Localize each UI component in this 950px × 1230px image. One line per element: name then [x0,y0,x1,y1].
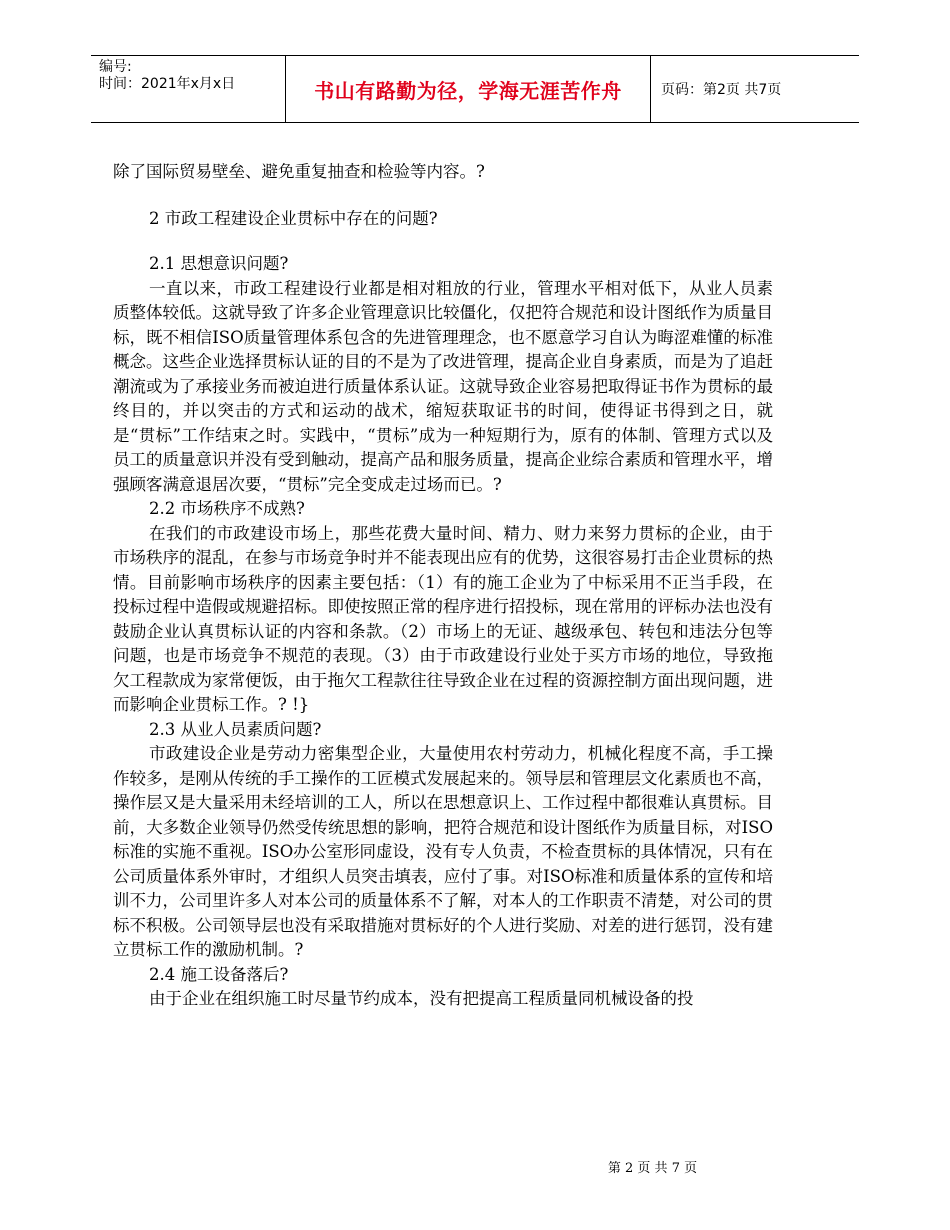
header-page-info: 页码：第2页 共7页 [661,82,782,98]
time-label: 时间：2021年x月x日 [99,76,236,92]
page-footer: 第 2 页 共 7 页 [607,1161,698,1176]
header-meta [91,56,286,122]
number-label: 编号: [99,59,132,75]
paragraph-2-1: 一直以来，市政工程建设行业都是相对粗放的行业，管理水平相对低下，从业人员素质整体较低。这就导致了许多企业管理意识比较僵化，仅把符合规范和设计图纸作为质量目标，既不相信ISO质量管理体系包含的先进管理理念，也不愿意学习自认为晦涩难懂的标准概念。这些企业选择贯标认证的目的不是为了改进管理，提高企业自身素质，而是为了追赶潮流或为了承接业务而被迫进行质量体系认证。这就导致企业容易把取得证书作为贯标的最终目的，并以突击的方式和运动的战术，缩短获取证书的时间，使得证书得到之日，就是“贯标”工作结束之时。实践中，“贯标”成为一种短期行为，原有的体制、管理方式以及员工的质量意识并没有受到触动，提高产品和服务质量，提高企业综合素质和管理水平，增强顾客满意退居次要，“贯标”完全变成走过场而已。? [113,278,773,494]
page-header [91,55,859,123]
paragraph-2-3: 市政建设企业是劳动力密集型企业，大量使用农村劳动力，机械化程度不高，手工操作较多，是刚从传统的手工操作的工匠模式发展起来的。领导层和管理层文化素质也不高，操作层又是大量采用未经培训的工人，所以在思想意识上、工作过程中都很难认真贯标。目前，大多数企业领导仍然受传统思想的影响，把符合规范和设计图纸作为质量目标，对ISO标准的实施不重视。ISO办公室形同虚设，没有专人负责，不检查贯标的具体情况，只有在公司质量体系外审时，才组织人员突击填表，应付了事。对ISO标准和质量体系的宣传和培训不力，公司里许多人对本公司的质量体系不了解，对本人的工作职责不清楚，对公司的贯标不积极。公司领导层也没有采取措施对贯标好的个人进行奖励、对差的进行惩罚，没有建立贯标工作的激励机制。? [113,744,773,959]
paragraph-intro: 除了国际贸易壁垒、避免重复抽查和检验等内容。? [113,162,485,181]
document-body [113,160,773,1012]
paragraph-2-2: 在我们的市政建设市场上，那些花费大量时间、精力、财力来努力贯标的企业，由于市场秩序的混乱，在参与市场竞争时并不能表现出应有的优势，这很容易打击企业贯标的热情。目前影响市场秩序的因素主要包括：（1）有的施工企业为了中标采用不正当手段，在投标过程中造假或规避招标。即使按照正常的程序进行招投标，现在常用的评标办法也没有鼓励企业认真贯标认证的内容和条款。（2）市场上的无证、越级承包、转包和违法分包等问题，也是市场竞争不规范的表现。（3）由于市政建设行业处于买方市场的地位，导致拖欠工程款成为家常便饭，由于拖欠工程款往往导致企业在过程的资源控制方面出现问题，进而影响企业贯标工作。? !} [113,523,773,714]
paragraph-2-4: 由于企业在组织施工时尽量节约成本，没有把提高工程质量同机械设备的投 [149,989,694,1008]
section-heading-2-3: 2.3 从业人员素质问题? [149,719,322,739]
section-heading-2-4: 2.4 施工设备落后? [149,964,289,984]
header-motto: 书山有路勤为径，学海无涯苦作舟 [286,56,651,122]
section-heading-2: 2 市政工程建设企业贯标中存在的问题? [149,208,438,228]
section-heading-2-2: 2.2 市场秩序不成熟? [149,499,305,518]
section-heading-2-1: 2.1 思想意识问题? [149,254,289,273]
